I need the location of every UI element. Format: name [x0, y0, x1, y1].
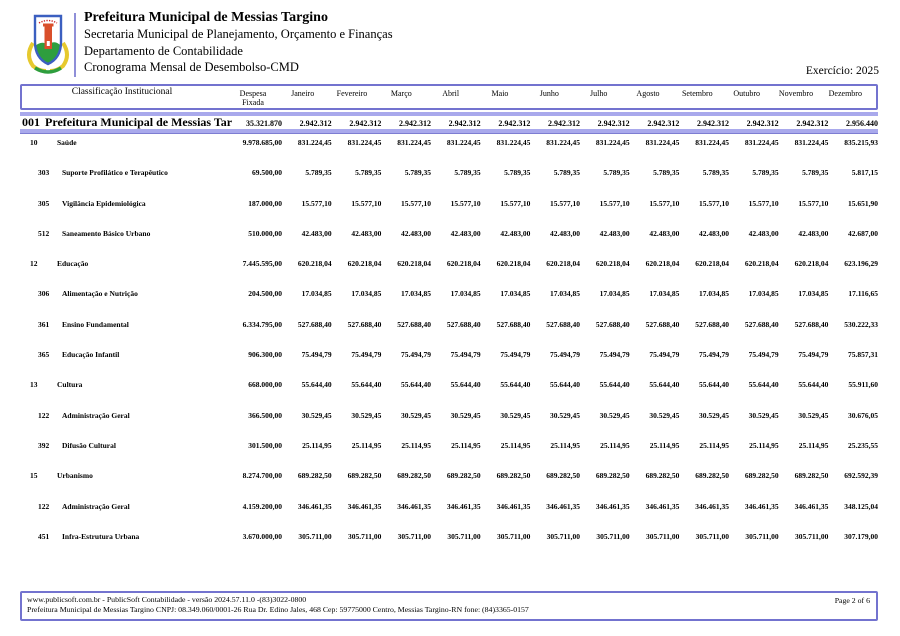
month-value: 17.034,85: [401, 289, 431, 299]
month-value: 831.224,45: [744, 138, 779, 147]
month-value: 305.711,00: [745, 531, 779, 541]
fixed-expense-value: 4.159.200,00: [242, 501, 282, 511]
month-value: 620.218,04: [297, 259, 332, 269]
fixed-expense-value: 6.334.795,00: [242, 319, 282, 329]
month-value: 305.711,00: [447, 531, 481, 541]
month-value: 5.789,35: [504, 168, 531, 178]
month-value: 2.942.312: [448, 119, 481, 128]
table-row: [20, 439, 878, 469]
month-value: 346.461,35: [297, 501, 332, 511]
month-value: 75.494,79: [401, 350, 431, 360]
month-value: 25.114,95: [451, 440, 481, 450]
table-row: [20, 530, 878, 560]
month-value: 527.688,40: [496, 319, 531, 329]
row-code: 303: [38, 168, 50, 178]
month-value: 527.688,40: [347, 319, 382, 329]
fiscal-year-label: Exercício: 2025: [805, 65, 879, 77]
month-value: 30.529,45: [351, 410, 382, 420]
fixed-expense-value: 69.500,00: [252, 168, 282, 178]
month-value: 5.789,35: [752, 168, 779, 178]
month-value: 305.711,00: [546, 531, 580, 541]
month-value: 689.282,50: [595, 471, 630, 481]
column-header-month: Agosto: [636, 89, 660, 98]
month-value: 620.218,04: [595, 259, 630, 269]
footer-entity-info: Prefeitura Municipal de Messias Targino CNPJ: 08.349.060/0001-26 Rua Dr. Edino Jales, 468 Cep: 59775000 Centro, Messias Targino-RN fone: (84)3365-0157: [27, 605, 529, 614]
month-value: 831.224,45: [546, 138, 580, 147]
month-value: 42.483,00: [599, 228, 630, 238]
month-value: 42.483,00: [798, 228, 829, 238]
fixed-expense-value: 7.445.595,00: [242, 259, 282, 269]
month-value: 346.461,35: [794, 501, 829, 511]
column-header-month: Janeiro: [291, 89, 315, 98]
month-value: 689.282,50: [297, 471, 332, 481]
month-value: 305.711,00: [596, 531, 630, 541]
month-value: 75.494,79: [649, 350, 680, 360]
month-value-december: 835.215,93: [844, 138, 878, 147]
month-value: 17.034,85: [599, 289, 630, 299]
month-value: 346.461,35: [595, 501, 630, 511]
report-footer: [20, 591, 878, 621]
month-value: 30.529,45: [301, 410, 332, 420]
month-value: 42.483,00: [401, 228, 431, 238]
month-value: 305.711,00: [397, 531, 431, 541]
month-value: 527.688,40: [546, 319, 580, 329]
column-header-institutional: Classificação Institucional: [71, 87, 173, 97]
row-code: 122: [38, 501, 50, 511]
month-value: 42.483,00: [351, 228, 382, 238]
month-value: 2.942.312: [548, 119, 580, 128]
month-value: 25.114,95: [649, 440, 680, 450]
month-value: 620.218,04: [496, 259, 531, 269]
month-value: 527.688,40: [645, 319, 680, 329]
month-value: 17.034,85: [699, 289, 729, 299]
month-value: 2.942.312: [647, 119, 680, 128]
month-value: 75.494,79: [351, 350, 382, 360]
column-header-month: Dezembro: [828, 89, 862, 98]
column-header-fixed-expense: Despesa Fixada: [239, 89, 267, 107]
month-value: 2.942.312: [349, 119, 382, 128]
month-value: 527.688,40: [397, 319, 431, 329]
column-header-month: Setembro: [681, 89, 713, 98]
table-row: [20, 197, 878, 227]
month-value-december: 15.651,90: [848, 198, 878, 208]
month-value: 15.577,10: [748, 198, 779, 208]
month-value: 25.114,95: [550, 440, 580, 450]
month-value: 689.282,50: [744, 471, 779, 481]
row-name: Difusão Cultural: [62, 440, 116, 450]
month-value: 55.644,40: [550, 380, 580, 390]
table-row: [20, 378, 878, 408]
month-value: 55.644,40: [401, 380, 431, 390]
month-value: 75.494,79: [550, 350, 580, 360]
row-name: Administração Geral: [62, 501, 130, 511]
month-value: 831.224,45: [595, 138, 630, 147]
month-value: 30.529,45: [649, 410, 680, 420]
month-value: 55.644,40: [599, 380, 630, 390]
month-value: 15.577,10: [301, 198, 332, 208]
month-value: 305.711,00: [496, 531, 531, 541]
month-value: 346.461,35: [645, 501, 680, 511]
month-value: 527.688,40: [297, 319, 332, 329]
table-row: [20, 409, 878, 439]
month-value: 5.789,35: [454, 168, 481, 178]
month-value: 17.034,85: [450, 289, 481, 299]
month-value-december: 307.179,00: [844, 531, 878, 541]
row-name: Administração Geral: [62, 410, 130, 420]
month-value: 620.218,04: [794, 259, 829, 269]
column-header-month: Junho: [539, 89, 559, 98]
month-value: 689.282,50: [347, 471, 382, 481]
fixed-expense-value: 668.000,00: [248, 380, 282, 390]
column-header-month: Julho: [589, 89, 608, 98]
month-value: 346.461,35: [397, 501, 431, 511]
month-value: 831.224,45: [794, 138, 829, 147]
month-value: 305.711,00: [645, 531, 680, 541]
row-name: Educação: [57, 259, 89, 269]
month-value: 527.688,40: [695, 319, 729, 329]
month-value: 30.529,45: [500, 410, 531, 420]
column-header-month: Março: [390, 89, 412, 98]
highlight-band: [20, 129, 878, 134]
month-value: 75.494,79: [301, 350, 332, 360]
month-value: 2.942.312: [299, 119, 332, 128]
month-value: 689.282,50: [397, 471, 431, 481]
column-header-month: Abril: [442, 89, 460, 98]
month-value: 5.789,35: [553, 168, 580, 178]
row-code: 001: [22, 115, 40, 129]
row-name: Educação Infantil: [62, 350, 120, 360]
row-name: Saneamento Básico Urbano: [62, 228, 151, 238]
fixed-expense-value: 3.670.000,00: [242, 531, 282, 541]
month-value: 15.577,10: [401, 198, 431, 208]
month-value: 15.577,10: [351, 198, 382, 208]
fixed-expense-value: 187.000,00: [248, 198, 282, 208]
month-value: 25.114,95: [600, 440, 630, 450]
month-value: 55.644,40: [450, 380, 481, 390]
column-header-month: Fevereiro: [336, 89, 368, 98]
row-code: 10: [30, 138, 38, 147]
row-name: Saúde: [57, 138, 77, 147]
month-value: 42.483,00: [699, 228, 729, 238]
month-value: 75.494,79: [599, 350, 630, 360]
month-value: 17.034,85: [301, 289, 332, 299]
month-value: 689.282,50: [645, 471, 680, 481]
month-value-december: 348.125,04: [844, 501, 878, 511]
month-value: 55.644,40: [748, 380, 779, 390]
month-value: 689.282,50: [446, 471, 481, 481]
row-name: Infra-Estrutura Urbana: [62, 531, 140, 541]
row-code: 12: [30, 259, 38, 269]
month-value-december: 25.235,55: [848, 440, 878, 450]
column-header-month: Novembro: [778, 89, 814, 98]
month-value-december: 30.676,05: [848, 410, 878, 420]
month-value: 55.644,40: [351, 380, 382, 390]
month-value: 689.282,50: [794, 471, 829, 481]
month-value: 831.224,45: [297, 138, 332, 147]
month-value-december: 75.857,31: [848, 350, 878, 360]
month-value: 620.218,04: [446, 259, 481, 269]
month-value: 831.224,45: [496, 138, 531, 147]
month-value: 2.942.312: [746, 119, 779, 128]
month-value: 527.688,40: [595, 319, 630, 329]
month-value: 30.529,45: [550, 410, 580, 420]
month-value: 620.218,04: [347, 259, 382, 269]
month-value: 42.483,00: [550, 228, 580, 238]
month-value: 15.577,10: [550, 198, 580, 208]
month-value: 17.034,85: [550, 289, 580, 299]
month-value: 42.483,00: [450, 228, 481, 238]
month-value: 75.494,79: [450, 350, 481, 360]
org-secretariat: Secretaria Municipal de Planejamento, Orçamento e Finanças: [84, 27, 393, 41]
table-row: [20, 469, 878, 499]
month-value: 2.942.312: [697, 119, 729, 128]
month-value: 25.114,95: [500, 440, 531, 450]
month-value: 527.688,40: [794, 319, 829, 329]
table-row: [20, 257, 878, 287]
table-row: [20, 348, 878, 378]
month-value: 75.494,79: [798, 350, 829, 360]
month-value: 25.114,95: [302, 440, 332, 450]
fixed-expense-value: 35.321.870: [246, 119, 282, 128]
month-value: 15.577,10: [649, 198, 680, 208]
month-value: 42.483,00: [649, 228, 680, 238]
month-value: 25.114,95: [749, 440, 779, 450]
month-value: 15.577,10: [699, 198, 729, 208]
month-value: 55.644,40: [649, 380, 680, 390]
month-value: 30.529,45: [748, 410, 779, 420]
footer-software-info: www.publicsoft.com.br - PublicSoft Contabilidade - versão 2024.57.11.0 -(83)3022-0800: [27, 595, 307, 604]
month-value: 620.218,04: [546, 259, 580, 269]
table-row: [20, 500, 878, 530]
row-name: Alimentação e Nutrição: [62, 289, 138, 299]
month-value: 17.034,85: [798, 289, 829, 299]
month-value: 689.282,50: [546, 471, 580, 481]
month-value: 831.224,45: [695, 138, 729, 147]
month-value: 15.577,10: [599, 198, 630, 208]
row-name: Suporte Profilático e Terapêutico: [62, 168, 168, 178]
month-value: 5.789,35: [404, 168, 431, 178]
org-department: Departamento de Contabilidade: [84, 43, 243, 58]
table-row: [20, 166, 878, 196]
month-value: 689.282,50: [695, 471, 729, 481]
month-value: 2.942.312: [597, 119, 630, 128]
row-name: Ensino Fundamental: [62, 319, 129, 329]
month-value: 620.218,04: [744, 259, 779, 269]
table-row: [20, 136, 878, 166]
row-code: 306: [38, 289, 50, 299]
row-code: 451: [38, 531, 50, 541]
month-value-december: 17.116,65: [848, 289, 878, 299]
report-title: Cronograma Mensal de Desembolso-CMD: [84, 60, 299, 74]
month-value: 17.034,85: [500, 289, 531, 299]
month-value: 346.461,35: [744, 501, 779, 511]
month-value: 2.942.312: [498, 119, 531, 128]
month-value: 17.034,85: [351, 289, 382, 299]
month-value: 346.461,35: [347, 501, 382, 511]
fixed-expense-value: 906.300,00: [248, 350, 282, 360]
org-title: Prefeitura Municipal de Messias Targino: [84, 10, 328, 25]
table-row: [20, 318, 878, 348]
fixed-expense-value: 9.978.685,00: [242, 138, 282, 147]
month-value-december: 55.911,60: [848, 380, 878, 390]
month-value: 25.114,95: [699, 440, 729, 450]
month-value: 55.644,40: [301, 380, 332, 390]
month-value: 2.942.312: [399, 119, 431, 128]
month-value: 5.789,35: [355, 168, 382, 178]
month-value: 2.942.312: [796, 119, 829, 128]
month-value: 75.494,79: [500, 350, 531, 360]
month-value: 5.789,35: [702, 168, 729, 178]
month-value-december: 623.196,29: [844, 259, 878, 269]
month-value: 305.711,00: [347, 531, 382, 541]
month-value: 42.483,00: [301, 228, 332, 238]
table-header: [20, 84, 878, 110]
row-code: 122: [38, 410, 50, 420]
month-value: 346.461,35: [446, 501, 481, 511]
row-name: Urbanismo: [57, 471, 93, 481]
month-value: 17.034,85: [748, 289, 779, 299]
month-value: 75.494,79: [699, 350, 729, 360]
month-value: 15.577,10: [500, 198, 531, 208]
month-value: 5.789,35: [603, 168, 630, 178]
month-value: 30.529,45: [401, 410, 431, 420]
column-header-month: Maio: [491, 89, 509, 98]
month-value: 30.529,45: [599, 410, 630, 420]
month-value: 75.494,79: [748, 350, 779, 360]
month-value: 5.789,35: [802, 168, 829, 178]
fixed-expense-value: 204.500,00: [248, 289, 282, 299]
row-code: 512: [38, 228, 50, 238]
month-value: 55.644,40: [500, 380, 531, 390]
month-value: 42.483,00: [500, 228, 531, 238]
month-value: 620.218,04: [645, 259, 680, 269]
total-row: [20, 115, 878, 129]
month-value: 527.688,40: [744, 319, 779, 329]
month-value: 25.114,95: [401, 440, 431, 450]
letterhead-divider: [74, 13, 76, 77]
row-code: 361: [38, 319, 50, 329]
month-value-december: 5.817,15: [851, 168, 878, 178]
month-value: 305.711,00: [695, 531, 729, 541]
row-code: 15: [30, 471, 38, 481]
month-value: 346.461,35: [496, 501, 531, 511]
month-value: 42.483,00: [748, 228, 779, 238]
month-value: 831.224,45: [397, 138, 431, 147]
table-row: [20, 287, 878, 317]
month-value: 831.224,45: [347, 138, 382, 147]
row-name: Vigilância Epidemiológica: [62, 198, 146, 208]
month-value: 305.711,00: [794, 531, 829, 541]
month-value: 5.789,35: [305, 168, 332, 178]
municipal-crest-logo: [24, 11, 72, 77]
row-code: 392: [38, 440, 50, 450]
fixed-expense-value: 366.500,00: [248, 410, 282, 420]
month-value: 55.644,40: [798, 380, 829, 390]
month-value: 25.114,95: [351, 440, 382, 450]
month-value: 346.461,35: [695, 501, 729, 511]
month-value: 620.218,04: [397, 259, 431, 269]
month-value: 620.218,04: [695, 259, 729, 269]
row-name: Prefeitura Municipal de Messias Tar: [45, 115, 233, 129]
month-value: 346.461,35: [546, 501, 580, 511]
table-row: [20, 227, 878, 257]
row-name: Cultura: [57, 380, 83, 390]
month-value-december: 530.222,33: [844, 319, 878, 329]
fixed-expense-value: 510.000,00: [248, 228, 282, 238]
month-value: 17.034,85: [649, 289, 680, 299]
table-body: [20, 136, 878, 560]
column-header-month: Outubro: [733, 89, 760, 98]
month-value-december: 692.592,39: [844, 471, 878, 481]
month-value: 30.529,45: [699, 410, 729, 420]
month-value: 15.577,10: [798, 198, 829, 208]
fixed-expense-value: 8.274.700,00: [242, 471, 282, 481]
month-value: 5.789,35: [653, 168, 680, 178]
month-value: 55.644,40: [699, 380, 729, 390]
month-value: 15.577,10: [450, 198, 481, 208]
row-code: 305: [38, 198, 50, 208]
month-value-december: 42.687,00: [848, 228, 878, 238]
month-value: 30.529,45: [450, 410, 481, 420]
month-value: 25.114,95: [798, 440, 829, 450]
fixed-expense-value: 301.500,00: [248, 440, 282, 450]
row-code: 365: [38, 350, 50, 360]
month-value: 527.688,40: [446, 319, 481, 329]
month-value: 305.711,00: [298, 531, 332, 541]
month-value: 30.529,45: [798, 410, 829, 420]
page-number: Page 2 of 6: [834, 596, 870, 605]
row-code: 13: [30, 380, 38, 390]
month-value: 689.282,50: [496, 471, 531, 481]
month-value-december: 2.956.440: [846, 119, 878, 128]
month-value: 831.224,45: [446, 138, 481, 147]
month-value: 831.224,45: [645, 138, 680, 147]
